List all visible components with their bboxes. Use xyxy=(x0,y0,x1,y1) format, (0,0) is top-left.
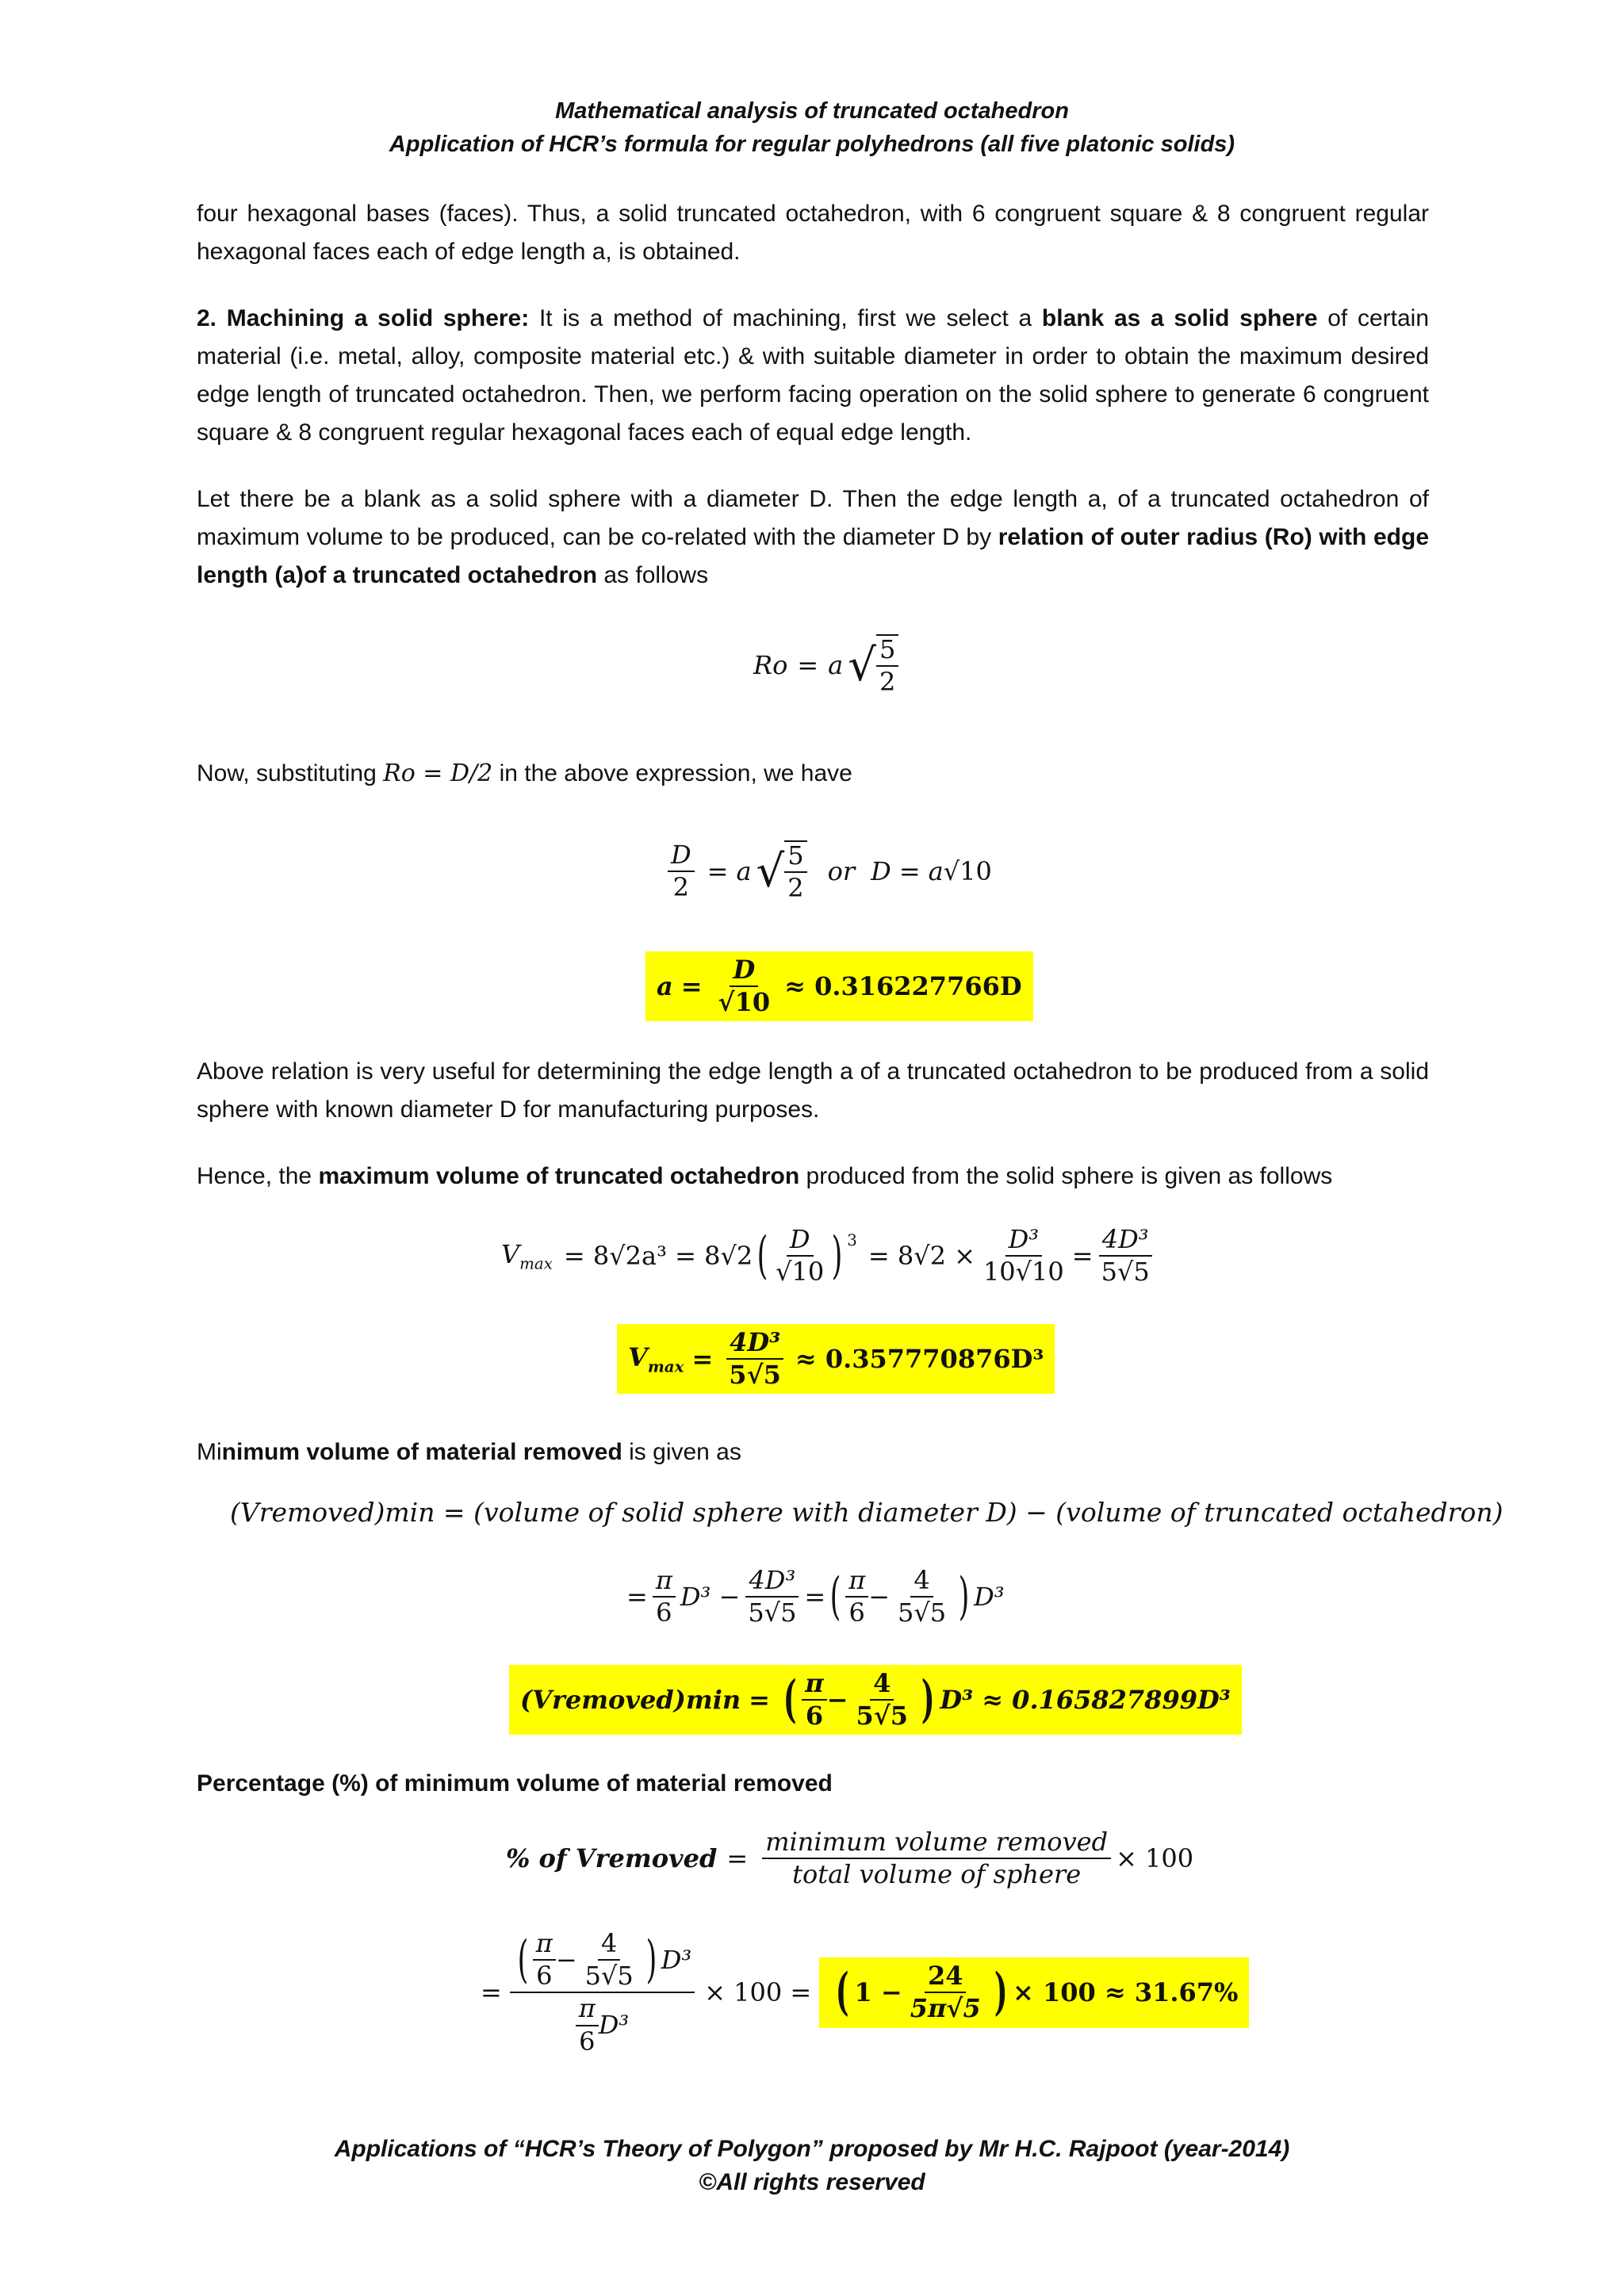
equation-vremoved-calculation: = $\frac{\pi}{6}$ D³ − $\frac{\text{4D³}}{5√5}$ = ( $\frac{\pi}{6}$ − $\frac{4}{5√5}$ ) D³ xyxy=(626,1565,1005,1628)
equation-outer-radius: Ro = a √ $\frac{5}{2}$ xyxy=(753,634,903,696)
paragraph-max-volume: Hence, the maximum volume of truncated octahedron produced from the solid sphere is given as follows xyxy=(197,1163,1333,1189)
paragraph-intro: four hexagonal bases (faces). Thus, a solid truncated octahedron, with 6 congruent square & 8 congruent regular hexagonal faces each of edge length a, is obtained. xyxy=(197,201,1429,265)
footer-credit: Applications of “HCR’s Theory of Polygon” proposed by Mr H.C. Rajpoot (year-2014) xyxy=(334,2136,1290,2162)
equation-percentage-calculation: = ( $\frac{\pi}{6}$ − $\frac{4}{5√5}$ ) D³ $\frac{\pi}{6}$ D³ × 100 = ( 1 − $\frac{24}{5\pi√5}$ ) × 100 ≈ 31.67% xyxy=(481,1930,1249,2056)
equation-vmax: $V_{max}$ = 8√2a³ = 8√2 ( $\frac{D}{√10}$ ) $^3$ = 8√2 × $\frac{\text{D³}}{10√10}$ = $\frac{\text{4D³}}{5√5}$ xyxy=(501,1226,1158,1286)
footer-rights: ©All rights reserved xyxy=(699,2169,925,2195)
section-heading: 2. Machining a solid sphere: xyxy=(197,305,530,331)
header-title: Mathematical analysis of truncated octahedron xyxy=(555,98,1069,124)
paragraph-relation: Let there be a blank as a solid sphere with a diameter D. Then the edge length a, of a truncated octahedron of maximum volume to be produced, can be co-related with the diameter D by relation of outer radius (Ro) with edge length (a)of a truncated octahedron as follows xyxy=(197,486,1430,588)
highlight-percentage: ( 1 − $\frac{24}{5\pi√5}$ ) × 100 ≈ 31.67% xyxy=(819,1957,1249,2027)
highlight-edge-length: a = $\frac{D}{√10}$ ≈ 0.316227766D xyxy=(645,951,1033,1021)
paragraph-machining: 2. Machining a solid sphere: It is a method of machining, first we select a blank as a solid sphere of certain material (i.e. metal, alloy, composite material etc.) & with suitable diameter in order to obtain the maximum desired edge length of truncated octahedron. Then, we perform facing operation on the solid sphere to generate 6 congruent square & 8 congruent regular hexagonal faces each of equal edge length. xyxy=(197,305,1430,446)
paragraph-usefulness: Above relation is very useful for determining the edge length a of a truncated octahedron to be produced from a solid sphere with known diameter D for manufacturing purposes. xyxy=(197,1058,1429,1123)
paragraph-min-volume: Minimum volume of material removed is given as xyxy=(197,1439,741,1465)
equation-percentage-definition: % of Vremoved = $\frac{\text{minimum volume removed}}{\text{total volume of sphere}}$ × 100 xyxy=(506,1827,1194,1890)
header-subtitle: Application of HCR’s formula for regular polyhedrons (all five platonic solids) xyxy=(389,132,1235,157)
highlight-vmax: $V_{max}$ = $\frac{\text{4D³}}{5√5}$ ≈ 0.357770876D³ xyxy=(617,1324,1055,1394)
equation-vremoved-definition: (Vremoved)min = (volume of solid sphere with diameter D) − (volume of truncated octahedron) xyxy=(230,1497,1503,1528)
highlight-vremoved: (Vremoved)min = ( $\frac{\pi}{6}$ − $\frac{4}{5√5}$ ) D³ ≈ 0.165827899D³ xyxy=(509,1665,1242,1735)
paragraph-percentage-heading: Percentage (%) of minimum volume of material removed xyxy=(197,1770,833,1797)
equation-diameter: $\frac{D}{2}$ = a √ $\frac{5}{2}$ or D = a √10 xyxy=(663,840,992,902)
paragraph-substitute: Now, substituting Ro = D/2 in the above expression, we have xyxy=(197,760,852,787)
